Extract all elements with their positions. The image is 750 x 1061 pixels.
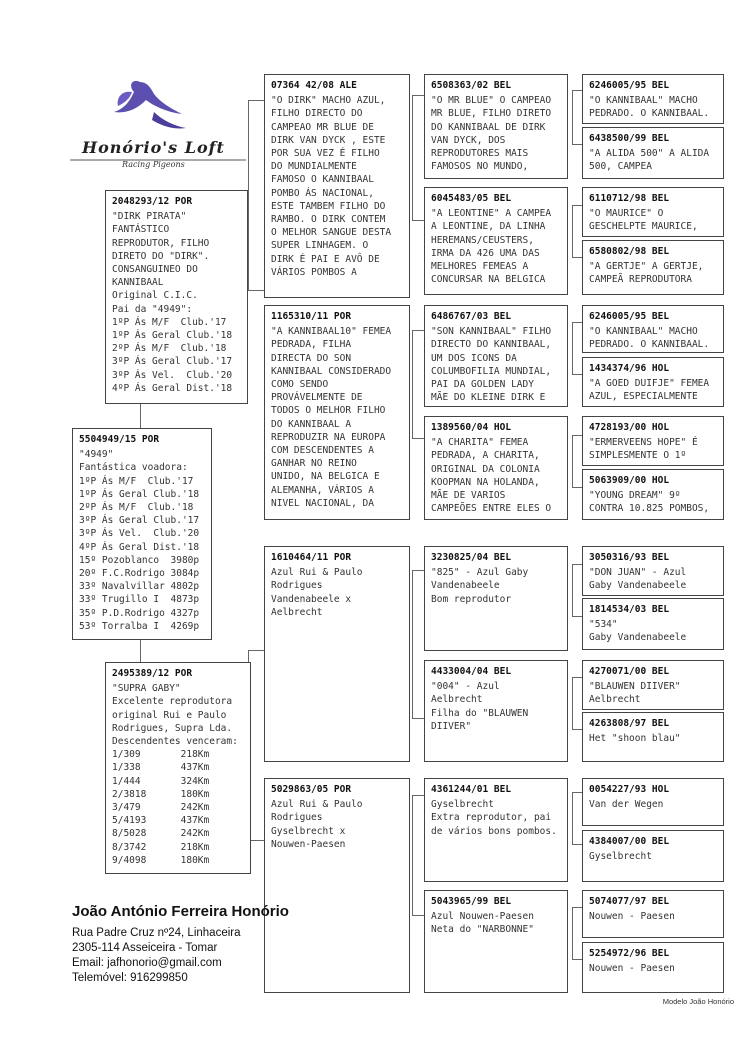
owner-address-2: 2305-114 Asseiceira - Tomar [72,942,218,954]
pigeon-description: "DON JUAN" - Azul Gaby Vandenabeele [589,567,687,592]
g5-card [582,830,724,882]
pigeon-description: "A ALIDA 500" A ALIDA 500, CAMPEA [589,148,710,173]
pigeon-description: "A LEONTINE" A CAMPEA A LEONTINE, DA LINHA HEREMANS/CEUSTERS, IRMA DA 426 UMA DAS MELHORES FEMEAS A CONCURSAR NA BELGICA [431,208,552,286]
g5-card [582,305,724,353]
ring-number: 6246005/95 BEL [589,80,670,91]
pigeon-description: "O KANNIBAAL" MACHO PEDRADO. O KANNIBAAL. [589,326,710,351]
g5-card [582,357,724,407]
pigeon-description: "O MAURICE" O GESCHELPTE MAURICE, [589,208,698,233]
grandparent-card [264,305,410,520]
pigeon-description: "004" - Azul Aelbrecht Filha do "BLAUWEN DIIVER" [431,681,529,732]
ring-number: 1434374/96 HOL [589,363,670,374]
ring-number: 1165310/11 POR [271,311,352,322]
ring-number: 4384007/00 BEL [589,836,670,847]
ring-number: 6045483/05 BEL [431,193,512,204]
ring-number: 0054227/93 HOL [589,784,670,795]
pigeon-description: Azul Rui & Paulo Rodrigues Gyselbrecht x Nouwen-Paesen [271,799,363,850]
pigeon-description: "O KANNIBAAL" MACHO PEDRADO. O KANNIBAAL. [589,95,710,120]
pigeon-description: "A CHARITA" FEMEA PEDRADA, A CHARITA, ORIGINAL DA COLONIA KOOPMAN NA HOLANDA, MÃE DE VARIOS CAMPEÕES ENTRE ELES O [431,437,552,515]
great-grandparent-card [424,660,568,762]
pigeon-description: "O DIRK" MACHO AZUL, FILHO DIRECTO DO CAMPEAO MR BLUE DE DIRK VAN DYCK , ESTE POR SUA VEZ É FILHO DO MUNDIALMENTE FAMOSO O KANNIBAAL POMBO ÁS NACIONAL, ESTE TAMBEM FILHO DO RAMBO. O DIRK CONTEM O MELHOR SANGUE DESTA SUPER LINHAGEM. O DIRK É PAI E AVÔ DE VÁRIOS POMBOS A [271,95,392,278]
ring-number: 1389560/04 HOL [431,422,512,433]
pigeon-description: Azul Nouwen-Paesen Neta do "NARBONNE" [431,911,534,936]
pigeon-description: "SUPRA GABY" Excelente reprodutora original Rui e Paulo Rodrigues, Supra Lda. Descendentes venceram: 1/309 218Km 1/338 437Km 1/444 324Km 2/3818 180Km 3/479 242Km 5/4193 437Km 8/5028 242Km 8/3742 218Km 9/4098 180Km [112,683,238,866]
g5-card [582,469,724,520]
pigeon-description: "A GERTJE" A GERTJE, CAMPEÃ REPRODUTORA [589,261,704,286]
pigeon-description: "SON KANNIBAAL" FILHO DIRECTO DO KANNIBAAL, UM DOS ICONS DA COLUMBOFILIA MUNDIAL, PAI DA GOLDEN LADY MÃE DO KLEINE DIRK E [431,326,552,404]
ring-number: 2048293/12 POR [112,196,193,207]
pigeon-description: Azul Rui & Paulo Rodrigues Vandenabeele x Aelbrecht [271,567,363,618]
pigeon-description: Het "shoon blau" [589,733,681,745]
g5-card [582,598,724,650]
pigeon-description: "4949" Fantástica voadora: 1ºP Ás M/F Club.'17 1ºP Ás Geral Club.'18 2ºP Ás M/F Club.'18 3ºP Ás Geral Club.'17 3ºP Ás Vel. Club.'20 4ºP Ás Geral Dist.'18 15º Pozoblanco 3980p 20º F.C.Rodrigo 3084p 33º Navalvillar 4802p 33º Trugillo I 4873p 35º P.D.Rodrigo 4327p 53º Torralba I 4269p [79,449,200,632]
ring-number: 3050316/93 BEL [589,552,670,563]
owner-info [72,903,289,986]
ring-number: 4263808/97 BEL [589,718,670,729]
pigeon-description: "O MR BLUE" O CAMPEAO MR BLUE, FILHO DIRETO DO KANNIBAAL DE DIRK VAN DYCK, DOS REPRODUTORES MAIS FAMOSOS NO MUNDO, [431,95,552,173]
loft-logo [70,72,250,172]
pigeon-description: "DIRK PIRATA" FANTÁSTICO REPRODUTOR, FILHO DIRETO DO "DIRK". CONSANGUINEO DO KANNIBAAL Original C.I.C. Pai da "4949": 1ºP Ás M/F Club.'17 1ºP Ás Geral Club.'18 2ºP Ás M/F Club.'18 3ºP Ás Geral Club.'17 3ºP Ás Vel. Club.'20 4ºP Ás Geral Dist.'18 [112,211,233,394]
pigeon-description: "825" - Azul Gaby Vandenabeele Bom reprodutor [431,567,529,605]
pigeon-description: "YOUNG DREAM" 9º CONTRA 10.825 POMBOS, [589,490,710,515]
g5-card [582,890,724,938]
ring-number: 5063909/00 HOL [589,475,670,486]
ring-number: 3230825/04 BEL [431,552,512,563]
ring-number: 5043965/99 BEL [431,896,512,907]
main-bird-card [72,428,212,640]
g5-card [582,546,724,596]
brand-name: Honório's Loft [82,138,225,157]
ring-number: 2495389/12 POR [112,668,193,679]
g5-card [582,942,724,993]
ring-number: 6438500/99 BEL [589,133,670,144]
pigeon-description: Gyselbrecht [589,851,652,863]
pigeon-description: "ERMERVEENS HOPE" É SIMPLESMENTE O 1º [589,437,698,462]
great-grandparent-card [424,890,568,993]
ring-number: 6110712/98 BEL [589,193,670,204]
pigeon-description: Nouwen - Paesen [589,911,675,923]
pigeon-description: Gyselbrecht Extra reprodutor, pai de vários bons pombos. [431,799,557,837]
pigeon-description: Van der Wegen [589,799,664,811]
pigeon-description: Nouwen - Paesen [589,963,675,975]
g5-card [582,416,724,466]
owner-name: João António Ferreira Honório [72,903,289,920]
great-grandparent-card [424,416,568,520]
owner-phone: Telemóvel: 916299850 [72,972,188,984]
grandparent-card [264,546,410,762]
pigeon-description: "A KANNIBAAL10" FEMEA PEDRADA, FILHA DIRECTA DO SON KANNIBAAL CONSIDERADO COMO SENDO PROVÁVELMENTE DE TODOS O MELHOR FILHO DO KANNIBAAL A REPRODUZIR NA EUROPA COM DESCENDENTES A GANHAR NO REINO UNIDO, NA BELGICA E ALEMANHA, VÁRIOS A NIVEL NACIONAL, DA [271,326,392,509]
g5-card [582,187,724,237]
brand-tagline: Racing Pigeons [122,160,185,169]
ring-number: 5074077/97 BEL [589,896,670,907]
pigeon-icon [70,72,250,172]
great-grandparent-card [424,305,568,407]
great-grandparent-card [424,546,568,651]
sire-card [105,190,248,404]
great-grandparent-card [424,74,568,179]
pigeon-description: "A GOED DUIFJE" FEMEA AZUL, ESPECIALMENTE [589,378,710,403]
ring-number: 1814534/03 BEL [589,604,670,615]
owner-address-1: Rua Padre Cruz nº24, Linhaceira [72,927,241,939]
ring-number: 4433004/04 BEL [431,666,512,677]
ring-number: 1610464/11 POR [271,552,352,563]
pigeon-description: "BLAUWEN DIIVER" Aelbrecht [589,681,681,706]
ring-number: 4270071/00 BEL [589,666,670,677]
ring-number: 4728193/00 HOL [589,422,670,433]
great-grandparent-card [424,778,568,882]
ring-number: 4361244/01 BEL [431,784,512,795]
ring-number: 6246005/95 BEL [589,311,670,322]
g5-card [582,712,724,762]
great-grandparent-card [424,187,568,295]
g5-card [582,660,724,710]
g5-card [582,240,724,295]
g5-card [582,74,724,124]
pigeon-description: "534" Gaby Vandenabeele [589,619,687,644]
g5-card [582,778,724,826]
model-credit: Modelo João Honório [662,997,734,1006]
ring-number: 5504949/15 POR [79,434,160,445]
dam-card [105,662,251,874]
ring-number: 07364 42/08 ALE [271,80,357,91]
ring-number: 5254972/96 BEL [589,948,670,959]
ring-number: 6580802/98 BEL [589,246,670,257]
ring-number: 6486767/03 BEL [431,311,512,322]
ring-number: 5029863/05 POR [271,784,352,795]
owner-email: Email: jafhonorio@gmail.com [72,957,222,969]
grandparent-card [264,74,410,298]
ring-number: 6508363/02 BEL [431,80,512,91]
g5-card [582,127,724,179]
